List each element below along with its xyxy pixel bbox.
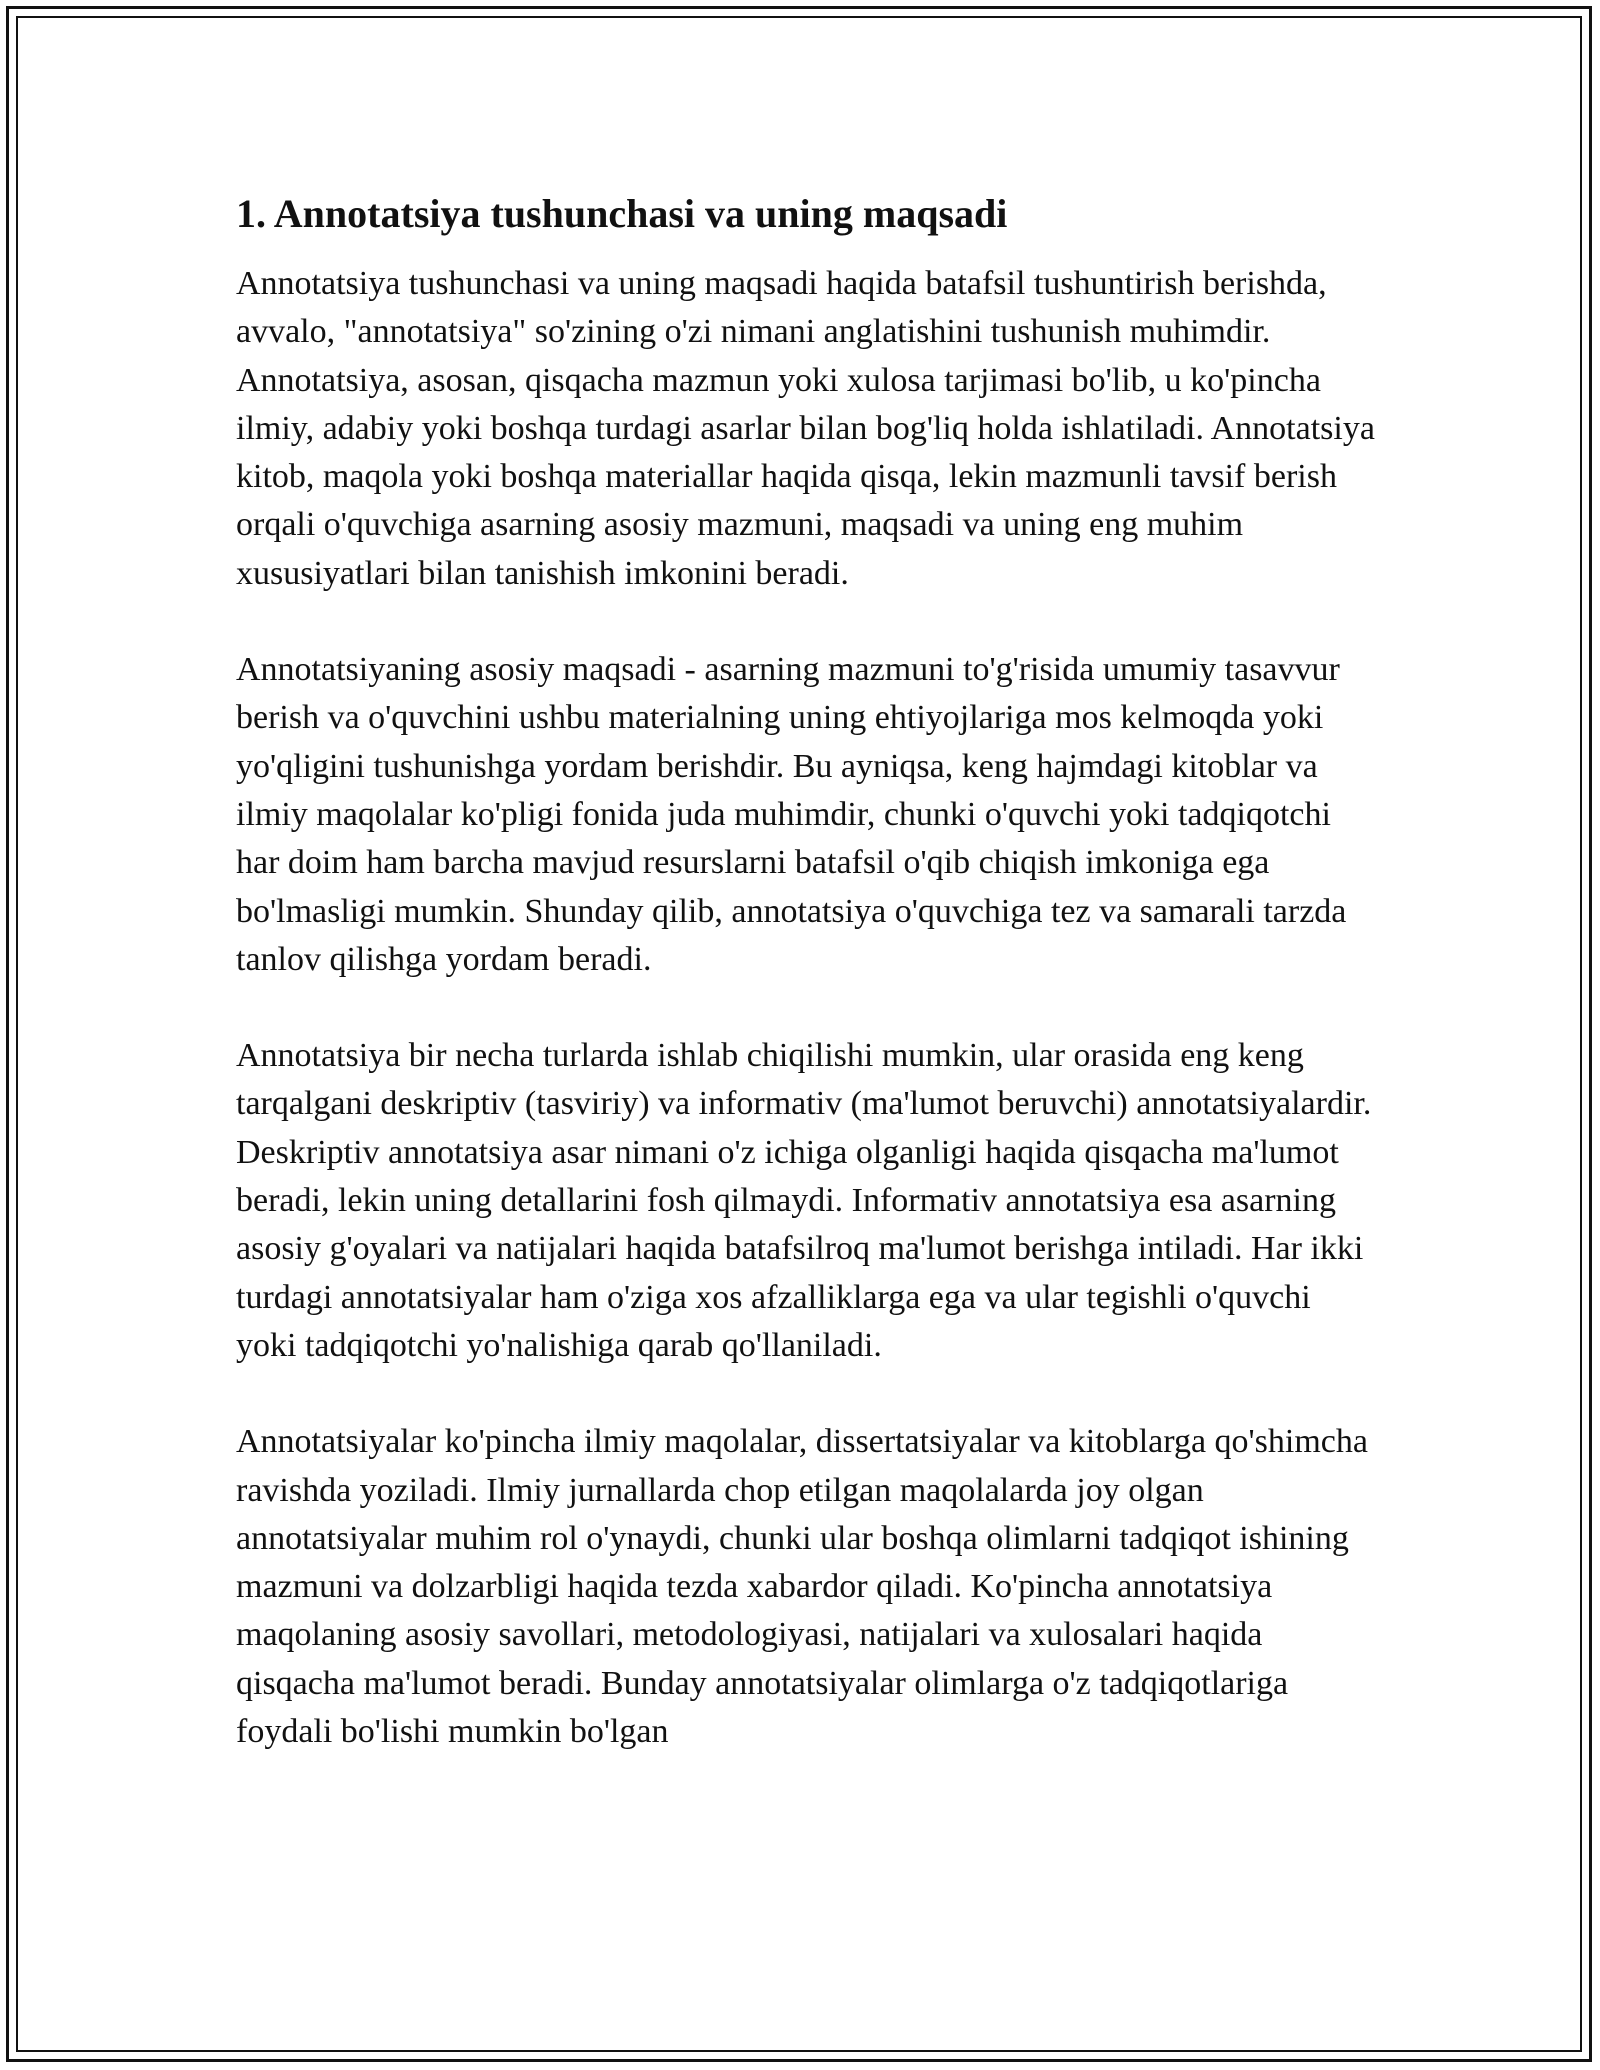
document-body [236, 186, 1376, 1804]
paragraph-2: Annotatsiyaning asosiy maqsadi - asarning mazmuni to'g'risida umumiy tasavvur berish va o'quvchini ushbu materialning uning ehtiyojlariga mos kelmoqda yoki yo'qligini tushunishga yordam berishdir. Bu ayniqsa, keng hajmdagi kitoblar va ilmiy maqolalar ko'pligi fonida juda muhimdir, chunki o'quvchi yoki tadqiqotchi har doim ham barcha mavjud resurslarni batafsil o'qib chiqish imkoniga ega bo'lmasligi mumkin. Shunday qilib, annotatsiya o'quvchiga tez va samarali tarzda tanlov qilishga yordam beradi. [236, 651, 1347, 978]
paragraph-1: Annotatsiya tushunchasi va uning maqsadi haqida batafsil tushuntirish berishda, avvalo, "annotatsiya" so'zining o'zi nimani anglatishini tushunish muhimdir. Annotatsiya, asosan, qisqacha mazmun yoki xulosa tarjimasi bo'lib, u ko'pincha ilmiy, adabiy yoki boshqa turdagi asarlar bilan bog'liq holda ishlatiladi. Annotatsiya kitob, maqola yoki boshqa materiallar haqida qisqa, lekin mazmunli tavsif berish orqali o'quvchiga asarning asosiy mazmuni, maqsadi va uning eng muhim xususiyatlari bilan tanishish imkonini beradi. [236, 265, 1375, 592]
paragraph-4: Annotatsiyalar ko'pincha ilmiy maqolalar, dissertatsiyalar va kitoblarga qo'shimcha ravishda yoziladi. Ilmiy jurnallarda chop etilgan maqolalarda joy olgan annotatsiyalar muhim rol o'ynaydi, chunki ular boshqa olimlarni tadqiqot ishining mazmuni va dolzarbligi haqida tezda xabardor qiladi. Ko'pincha annotatsiya maqolaning asosiy savollari, metodologiyasi, natijalari va xulosalari haqida qisqacha ma'lumot beradi. Bunday annotatsiyalar olimlarga o'z tadqiqotlariga foydali bo'lishi mumkin bo'lgan [236, 1423, 1368, 1751]
section-heading: 1. Annotatsiya tushunchasi va uning maqsadi [236, 191, 1008, 236]
paragraph-3: Annotatsiya bir necha turlarda ishlab chiqilishi mumkin, ular orasida eng keng tarqalgani deskriptiv (tasviriy) va informativ (ma'lumot beruvchi) annotatsiyalardir. Deskriptiv annotatsiya asar nimani o'z ichiga olganligi haqida qisqacha ma'lumot beradi, lekin uning detallarini fosh qilmaydi. Informativ annotatsiya esa asarning asosiy g'oyalari va natijalari haqida batafsilroq ma'lumot berishga intiladi. Har ikki turdagi annotatsiyalar ham o'ziga xos afzalliklarga ega va ular tegishli o'quvchi yoki tadqiqotchi yo'nalishiga qarab qo'llaniladi. [236, 1037, 1372, 1364]
